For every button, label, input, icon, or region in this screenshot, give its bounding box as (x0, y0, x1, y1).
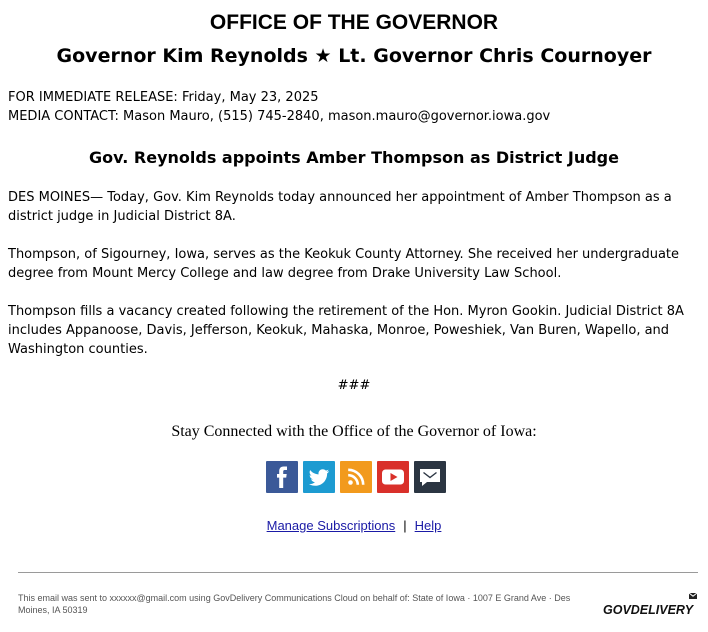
body-paragraph-2: Thompson, of Sigourney, Iowa, serves as the Keokuk County Attorney. She received her undergraduate degree from Mount Mercy College and law degree from Drake University Law School. (8, 247, 680, 281)
body-paragraph-1: DES MOINES— Today, Gov. Kim Reynolds today announced her appointment of Amber Thompson as a district judge in Judicial District 8A. (8, 190, 672, 224)
office-title: OFFICE OF THE GOVERNOR (209, 11, 499, 34)
subscription-links (0, 518, 708, 533)
twitter-icon[interactable] (303, 461, 335, 493)
rss-icon[interactable] (340, 461, 372, 493)
social-links (266, 461, 446, 493)
footer-text: This email was sent to xxxxxx@gmail.com using GovDelivery Communications Cloud on behalf of: State of Iowa · 1007 E Grand Ave · Des Moines, IA 50319 (18, 593, 571, 615)
email-icon[interactable] (414, 461, 446, 493)
facebook-icon[interactable] (266, 461, 298, 493)
govdelivery-logo (603, 592, 699, 618)
footer-divider (18, 572, 698, 573)
help-link[interactable]: Help (414, 518, 442, 533)
manage-subscriptions-link[interactable]: Manage Subscriptions (266, 518, 396, 533)
press-headline: Gov. Reynolds appoints Amber Thompson as District Judge (89, 148, 619, 167)
govdelivery-wordmark: GOVDELIVERY (603, 603, 694, 617)
release-info (8, 88, 698, 126)
release-date: FOR IMMEDIATE RELEASE: Friday, May 23, 2025 (8, 90, 319, 105)
stay-connected-text: Stay Connected with the Office of the Governor of Iowa: (171, 423, 537, 440)
link-separator: | (403, 518, 407, 533)
youtube-icon[interactable] (377, 461, 409, 493)
end-mark: ### (337, 378, 371, 393)
body-paragraph-3: Thompson fills a vacancy created following the retirement of the Hon. Myron Gookin. Judicial District 8A includes Appanoose, Davis, Jefferson, Keokuk, Mahaska, Monroe, Poweshiek, Van Buren, Wapello, and Washington counties. (8, 304, 684, 357)
media-contact: MEDIA CONTACT: Mason Mauro, (515) 745-2840, mason.mauro@governor.iowa.gov (8, 109, 551, 124)
governors-line: Governor Kim Reynolds ★ Lt. Governor Chris Cournoyer (56, 45, 652, 67)
